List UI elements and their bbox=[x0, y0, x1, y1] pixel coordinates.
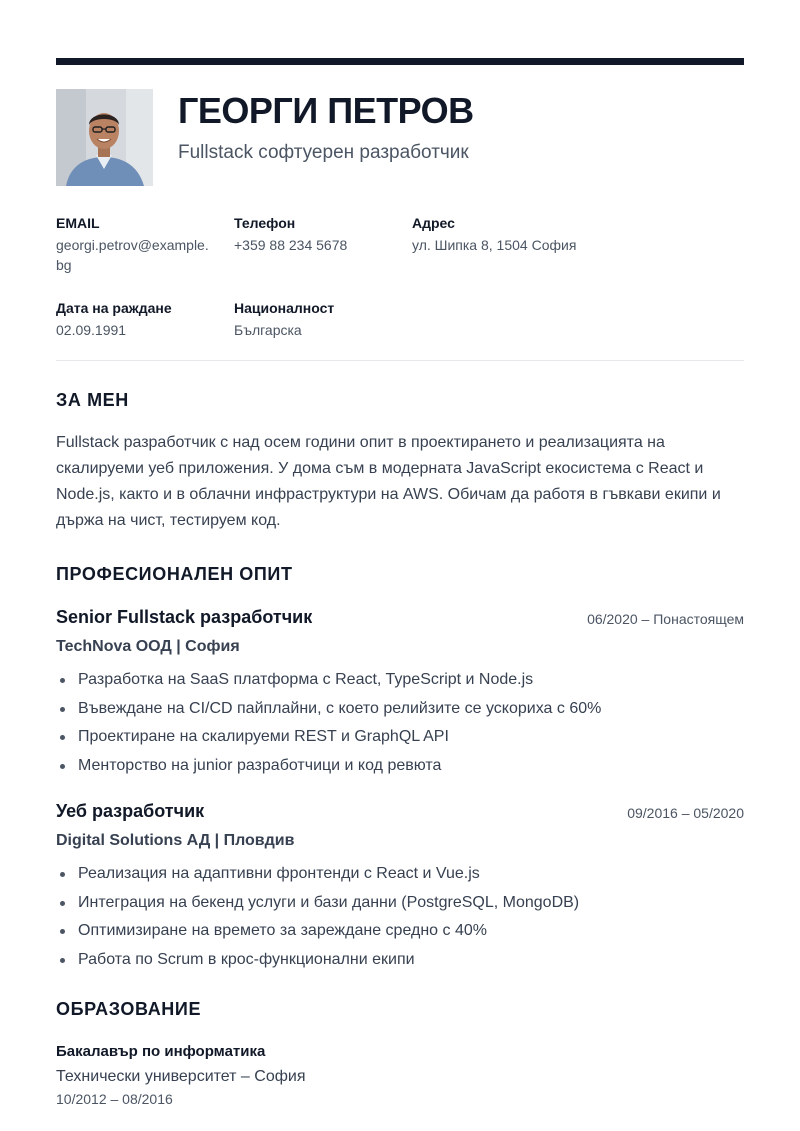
contact-email bbox=[56, 214, 216, 275]
list-item: Разработка на SaaS платформа с React, TypeScript и Node.js bbox=[56, 666, 746, 695]
job-company: TechNova ООД | София bbox=[56, 638, 240, 655]
education-date: 10/2012 – 08/2016 bbox=[56, 1091, 173, 1107]
list-item: Въвеждане на CI/CD пайплайни, с което релийзите се ускориха с 60% bbox=[56, 695, 746, 724]
nationality-label: Националност bbox=[234, 300, 335, 316]
address-label: Адрес bbox=[412, 215, 455, 231]
email-value[interactable]: georgi.petrov@example.bg bbox=[56, 237, 209, 273]
contact-birthdate bbox=[56, 299, 226, 340]
job-bullets bbox=[56, 666, 746, 780]
job-title: Уеб разработчик bbox=[56, 801, 205, 821]
list-item: Менторство на junior разработчици и код ревюта bbox=[56, 752, 746, 781]
list-item: Оптимизиране на времето за зареждане средно с 40% bbox=[56, 917, 746, 946]
job-date: 09/2016 – 05/2020 bbox=[627, 805, 744, 821]
birthdate-label: Дата на раждане bbox=[56, 300, 172, 316]
about-title: ЗА МЕН bbox=[56, 390, 129, 410]
contact-nationality bbox=[234, 299, 404, 340]
candidate-role: Fullstack софтуерен разработчик bbox=[178, 142, 469, 163]
education-degree: Бакалавър по информатика bbox=[56, 1043, 266, 1060]
job-title: Senior Fullstack разработчик bbox=[56, 607, 313, 627]
contact-address bbox=[412, 214, 712, 255]
job-date: 06/2020 – Понастоящем bbox=[587, 611, 744, 627]
profile-photo-icon bbox=[56, 89, 153, 186]
header-divider bbox=[56, 360, 744, 361]
contact-phone bbox=[234, 214, 404, 255]
about-text: Fullstack разработчик с над осем години опит в проектирането и реализацията на скалируеми уеб приложения. У дома съм в модерната JavaScript екосистема с React и Node.js, както и в облачни инфраструктури на AWS. Обичам да работя в гъвкави екипи и държа на чист, тестируем код. bbox=[56, 434, 721, 529]
education-title: ОБРАЗОВАНИЕ bbox=[56, 999, 202, 1019]
address-value: ул. Шипка 8, 1504 София bbox=[412, 237, 577, 253]
birthdate-value: 02.09.1991 bbox=[56, 322, 127, 338]
job-bullets bbox=[56, 860, 746, 974]
top-accent-bar bbox=[56, 58, 744, 65]
email-label: EMAIL bbox=[56, 215, 100, 231]
list-item: Интеграция на бекенд услуги и бази данни (PostgreSQL, MongoDB) bbox=[56, 889, 746, 918]
nationality-value: Българска bbox=[234, 322, 302, 338]
list-item: Работа по Scrum в крос-функционални екипи bbox=[56, 946, 746, 975]
candidate-name: ГЕОРГИ ПЕТРОВ bbox=[178, 90, 474, 131]
list-item: Реализация на адаптивни фронтенди с React и Vue.js bbox=[56, 860, 746, 889]
list-item: Проектиране на скалируеми REST и GraphQL API bbox=[56, 723, 746, 752]
profile-photo bbox=[56, 89, 153, 186]
job-company: Digital Solutions АД | Пловдив bbox=[56, 832, 295, 849]
phone-label: Телефон bbox=[234, 215, 296, 231]
experience-title: ПРОФЕСИОНАЛЕН ОПИТ bbox=[56, 564, 293, 584]
education-school: Технически университет – София bbox=[56, 1068, 306, 1085]
phone-value[interactable]: +359 88 234 5678 bbox=[234, 237, 348, 253]
